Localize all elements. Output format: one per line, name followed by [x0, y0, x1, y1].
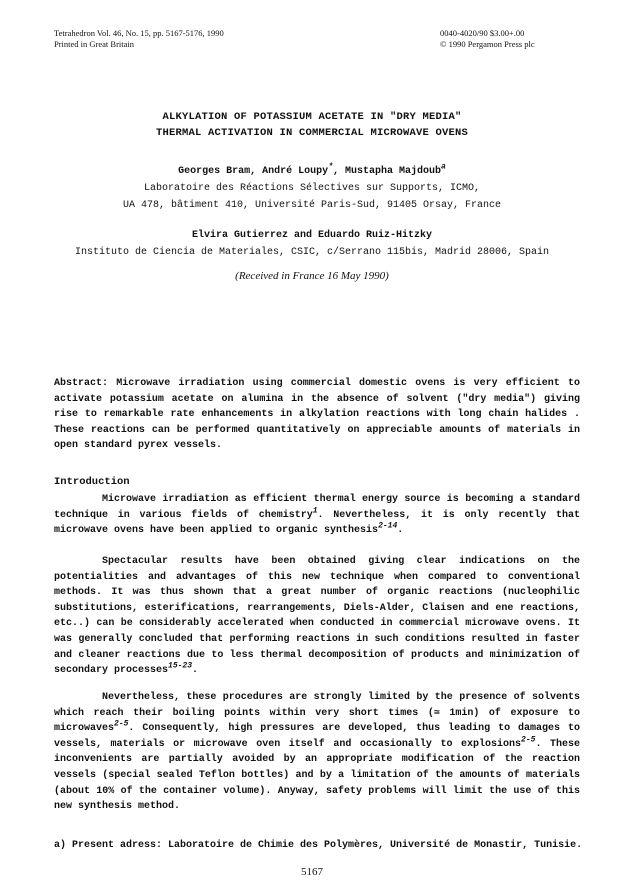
intro-paragraph-3: Nevertheless, these procedures are strongly limited by the presence of solvents which reach their boiling points within very short times (≃ 1min) of exposure to microwaves$^{2-5}$. Consequently, high pressures are developed, thus leading to damages to vessels, materials or microwave oven itself and occasionally to explosions$^{2-5}$. These inconvenients are partially avoided by an appropriate modification of the reaction vessels (special sealed Teflon bottles) and by a limitation of the amounts of materials (about 10% of the container volume). Anyway, safety problems will limit the use of this new synthesis method.	[54, 692, 580, 813]
section-heading-introduction: Introduction	[54, 476, 130, 488]
corresponding-mark: *	[328, 162, 333, 172]
abstract-label: Abstract:	[54, 378, 109, 389]
citation: 1	[312, 506, 318, 516]
page-number: 5167	[301, 866, 323, 878]
affiliation-1-line-1: Laboratoire des Réactions Sélectives sur Supports, ICMO,	[143, 183, 481, 194]
intro-paragraph-2: Spectacular results have been obtained giving clear indications on the potentialities and advantages of this new technique when compared to conventional methods. It was thus shown that a great number of organic reactions (nucleophilic substitutions, esterifications, rearrangements, Diels-Alder, Claisen and ene reactions, etc..) can be considerably accelerated when conducted in commercial microwave ovens. It was generally concluded that performing reactions in such conditions resulted in faster and cleaner reactions due to less thermal decomposition of products and minimization of secondary processes$^{15-23}$.	[54, 556, 580, 677]
affiliation-2: Instituto de Ciencia de Materiales, CSIC, c/Serrano 115bis, Madrid 28006, Spain	[74, 247, 550, 258]
author-names: Georges Bram, André Loupy	[178, 166, 329, 177]
footnote: a) Present adress: Laboratoire de Chimie des Polymères, Université de Monastir, Tunisie.	[54, 840, 583, 851]
intro-paragraph-1: Microwave irradiation as efficient thermal energy source is becoming a standard technique in various fields of chemistry$^1$. Nevertheless, it is only recently that microwave ovens have been applied to organic synthesis$^{2-14}$.	[54, 494, 580, 537]
citation: 2-5	[521, 735, 536, 745]
abstract	[54, 376, 580, 454]
authors-line-2: Elvira Gutierrez and Eduardo Ruiz-Hitzky	[191, 230, 433, 241]
journal-line: Tetrahedron Vol. 46, No. 15, pp. 5167-5176, 1990	[54, 28, 224, 38]
authors-line-1	[0, 162, 624, 177]
citation: 2-5	[114, 719, 129, 729]
abstract-text: Microwave irradiation using commercial domestic ovens is very efficient to activate potassium acetate on alumina in the absence of solvent ("dry media") giving rise to remarkable rate enhancements in alkylation reactions with long chain halides . These reactions can be performed quantitatively on appreciable amounts of materials in open standard pyrex vessels.	[54, 378, 580, 452]
affiliation-1-line-2: UA 478, bâtiment 410, Université Paris-Sud, 91405 Orsay, France	[122, 200, 502, 211]
copyright: © 1990 Pergamon Press plc	[440, 39, 535, 49]
received-date: (Received in France 16 May 1990)	[235, 270, 389, 282]
issn-code: 0040-4020/90 $3.00+.00	[440, 28, 525, 38]
title-line-1: ALKYLATION OF POTASSIUM ACETATE IN "DRY MEDIA"	[162, 111, 462, 123]
author-names-2: , Mustapha Majdoub	[333, 166, 442, 177]
citation: 2-14	[378, 521, 398, 531]
footnote-mark: a	[441, 162, 446, 172]
title-line-2: THERMAL ACTIVATION IN COMMERCIAL MICROWAVE OVENS	[155, 127, 469, 139]
printed-in: Printed in Great Britain	[54, 39, 135, 49]
citation: 15-23	[168, 661, 193, 671]
